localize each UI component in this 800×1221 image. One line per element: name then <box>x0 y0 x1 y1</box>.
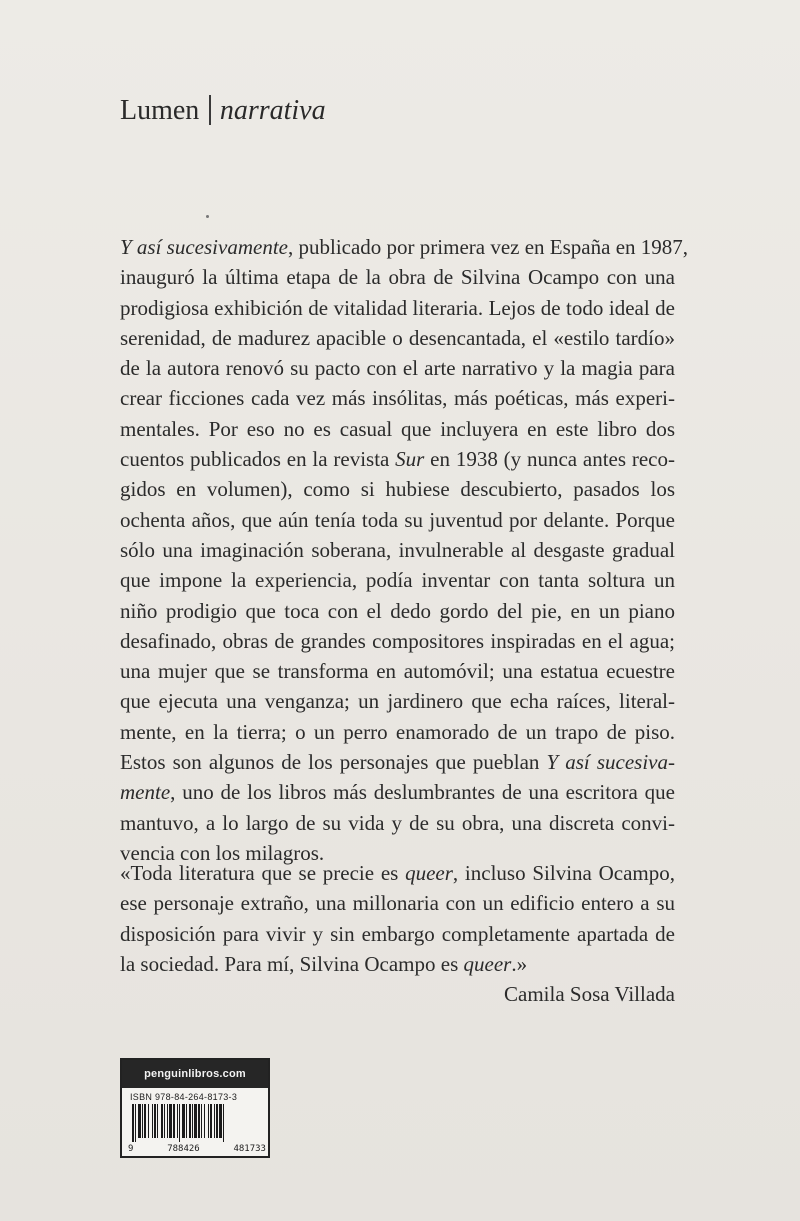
barcode-bar <box>152 1104 153 1138</box>
quote-line: disposición para vivir y sin embargo completamente apartada de <box>120 921 675 946</box>
barcode-bar <box>192 1104 193 1138</box>
barcode-bar <box>154 1104 156 1138</box>
quote-text: .» <box>511 951 528 976</box>
synopsis-text: Estos son algunos de los personajes que pueblan <box>120 750 547 775</box>
synopsis-line: serenidad, de madurez apacible o desencantada, el «estilo tardío» <box>120 325 675 350</box>
barcode-bar <box>177 1104 178 1138</box>
book-title-italic: mente <box>120 780 171 805</box>
barcode-bar <box>157 1104 158 1138</box>
barcode-bar <box>173 1104 175 1138</box>
header-divider <box>209 95 211 125</box>
isbn-label: ISBN 978-84-264-8173-3 <box>130 1092 238 1102</box>
synopsis-line: inauguró la última etapa de la obra de Silvina Ocampo con una <box>120 265 675 290</box>
synopsis-line: crear ficciones cada vez más insólitas, más poéticas, más experi- <box>120 386 675 411</box>
barcode-digit-first: 9 <box>128 1144 134 1154</box>
barcode-bar <box>167 1104 168 1138</box>
synopsis-line: mentales. Por eso no es casual que incluyera en este libro dos <box>120 416 675 441</box>
synopsis-text: en 1938 (y nunca antes reco- <box>424 447 675 472</box>
barcode-bar <box>144 1104 146 1138</box>
isbn-barcode-box <box>120 1058 270 1158</box>
barcode-bar <box>169 1104 172 1138</box>
quote-line <box>120 949 675 979</box>
synopsis-line: gidos en volumen), como si hubiese descubierto, pasados los <box>120 477 675 502</box>
synopsis-line: de la autora renovó su pacto con el arte narrativo y la magia para <box>120 356 675 381</box>
barcode-bar <box>161 1104 163 1138</box>
synopsis-line: desafinado, obras de grandes compositores inspiradas en el agua; <box>120 628 675 653</box>
synopsis-line: mantuvo, a lo largo de su vida y de su obra, una discreta convi- <box>120 810 675 835</box>
barcode-bar <box>148 1104 149 1138</box>
synopsis-line: prodigiosa exhibición de vitalidad literaria. Lejos de todo ideal de <box>120 295 675 320</box>
barcode-bar <box>186 1104 187 1138</box>
barcode-bar <box>179 1104 180 1142</box>
publisher-brand: Lumen <box>120 95 200 126</box>
synopsis-line: mente, en la tierra; o un perro enamorado de un trapo de piso. <box>120 719 675 744</box>
synopsis-line <box>120 444 675 474</box>
barcode-bar <box>216 1104 218 1138</box>
barcode-bar <box>194 1104 197 1138</box>
barcode-digit-group-2: 481733 <box>233 1144 266 1154</box>
barcode-image <box>130 1104 264 1142</box>
barcode-bar <box>219 1104 222 1138</box>
blurb-quote <box>120 858 675 1009</box>
barcode-bar <box>198 1104 200 1138</box>
quote-italic: queer <box>405 861 453 885</box>
synopsis-line: una mujer que se transforma en automóvil; una estatua ecuestre <box>120 659 675 684</box>
barcode-digits <box>128 1144 266 1154</box>
synopsis-line: sólo una imaginación soberana, invulnerable al desgaste gradual <box>120 537 675 562</box>
website-banner: penguinlibros.com <box>122 1060 268 1088</box>
publisher-header <box>120 94 326 128</box>
synopsis-line <box>120 747 675 777</box>
synopsis-line: niño prodigio que toca con el dedo gordo del pie, en un piano <box>120 598 675 623</box>
quote-line: ese personaje extraño, una millonaria con un edificio entero a su <box>120 891 675 916</box>
synopsis-line: que ejecuta una venganza; un jardinero que echa raíces, literal- <box>120 689 675 714</box>
barcode-bar <box>189 1104 191 1138</box>
synopsis-text: , publicado por primera vez en España en 1987, <box>287 235 689 259</box>
barcode-bar <box>210 1104 212 1138</box>
quote-italic: queer <box>463 951 512 976</box>
print-speck <box>206 215 209 218</box>
quote-text: , incluso Silvina Ocampo, <box>452 861 675 885</box>
quote-line <box>120 858 675 888</box>
barcode-bar <box>142 1104 143 1138</box>
barcode-bar <box>132 1104 134 1142</box>
barcode-bar <box>214 1104 215 1138</box>
barcode-bar <box>182 1104 185 1138</box>
barcode-bar <box>135 1104 136 1142</box>
book-title-italic: Y así sucesivamente <box>120 235 288 259</box>
synopsis-paragraph <box>120 232 689 868</box>
barcode-bar <box>138 1104 141 1138</box>
synopsis-line: ochenta años, que aún tenía toda su juventud por delante. Porque <box>120 507 675 532</box>
synopsis-line <box>120 232 689 262</box>
quote-text: «Toda literatura que se precie es <box>120 861 406 885</box>
quote-author: Camila Sosa Villada <box>504 982 675 1007</box>
synopsis-text: cuentos publicados en la revista <box>120 447 396 472</box>
magazine-title-italic: Sur <box>395 447 425 472</box>
synopsis-line <box>120 777 675 807</box>
barcode-bar <box>164 1104 165 1138</box>
synopsis-text: , uno de los libros más deslumbrantes de una escritora que <box>170 780 675 805</box>
book-title-italic: Y así sucesiva- <box>546 750 675 775</box>
synopsis-line: que impone la experiencia, podía inventar con tanta soltura un <box>120 568 675 593</box>
barcode-bar <box>204 1104 205 1138</box>
barcode-digit-group-1: 788426 <box>167 1144 200 1154</box>
barcode-bar <box>201 1104 202 1138</box>
synopsis-line: vencia con los milagros. <box>120 840 325 865</box>
series-name: narrativa <box>219 95 326 126</box>
quote-text: la sociedad. Para mí, Silvina Ocampo es <box>120 951 464 976</box>
barcode-bar <box>208 1104 209 1138</box>
barcode-bar <box>223 1104 224 1142</box>
